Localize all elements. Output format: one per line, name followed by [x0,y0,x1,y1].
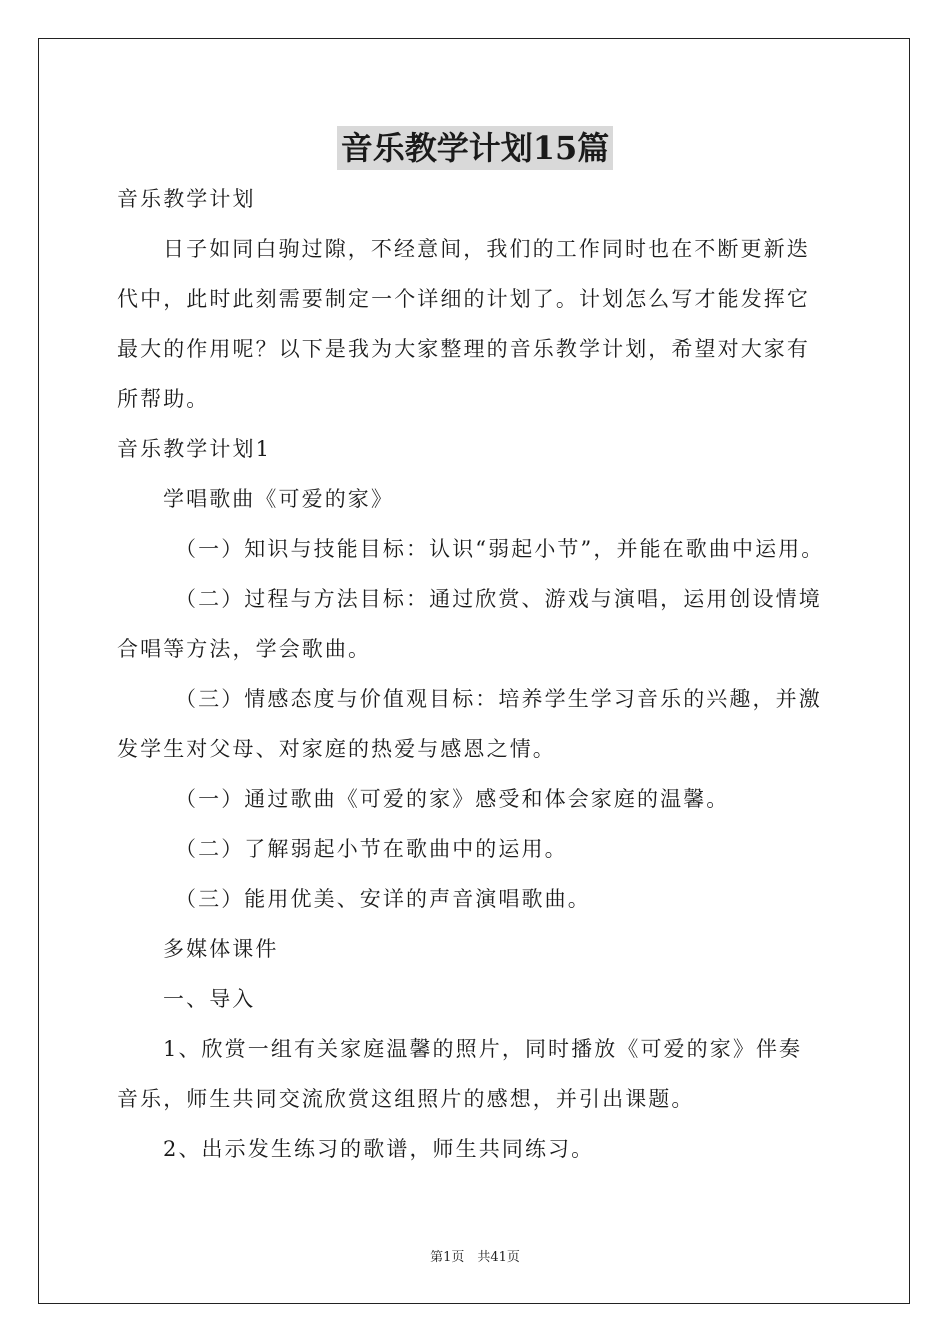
text-line: 学唱歌曲《可爱的家》 [163,487,394,511]
text-line: （二）过程与方法目标：通过欣赏、游戏与演唱，运用创设情境 [175,587,822,611]
text-line: 1、欣赏一组有关家庭温馨的照片，同时播放《可爱的家》伴奏 [163,1037,803,1061]
page-number: 第1页 共41页 [430,1250,520,1265]
text-line: （三）情感态度与价值观目标：培养学生学习音乐的兴趣，并激 [175,687,822,711]
text-line: 所帮助。 [117,387,210,411]
text-line: （三）能用优美、安详的声音演唱歌曲。 [175,887,591,911]
text-line: 多媒体课件 [163,937,279,961]
page-footer [0,1246,950,1265]
text-line: （一）通过歌曲《可爱的家》感受和体会家庭的温馨。 [175,787,730,811]
text-line: 代中，此时此刻需要制定一个详细的计划了。计划怎么写才能发挥它 [117,287,810,311]
text-line: 最大的作用呢？以下是我为大家整理的音乐教学计划，希望对大家有 [117,337,810,361]
text-line: 音乐教学计划 [117,187,256,211]
text-line: 一、导入 [163,987,256,1011]
text-line: （二）了解弱起小节在歌曲中的运用。 [175,837,568,861]
text-line: 2、出示发生练习的歌谱，师生共同练习。 [163,1137,595,1161]
text-line: 合唱等方法，学会歌曲。 [117,637,372,661]
text-line: 日子如同白驹过隙，不经意间，我们的工作同时也在不断更新迭 [163,237,810,261]
title-container [0,126,950,170]
document-body [117,174,837,1174]
text-line: 发学生对父母、对家庭的热爱与感恩之情。 [117,737,556,761]
document-title: 音乐教学计划15篇 [337,126,614,170]
text-line: 音乐教学计划1 [117,437,272,461]
text-line: （一）知识与技能目标：认识“弱起小节”，并能在歌曲中运用。 [175,537,825,561]
text-line: 音乐，师生共同交流欣赏这组照片的感想，并引出课题。 [117,1087,695,1111]
